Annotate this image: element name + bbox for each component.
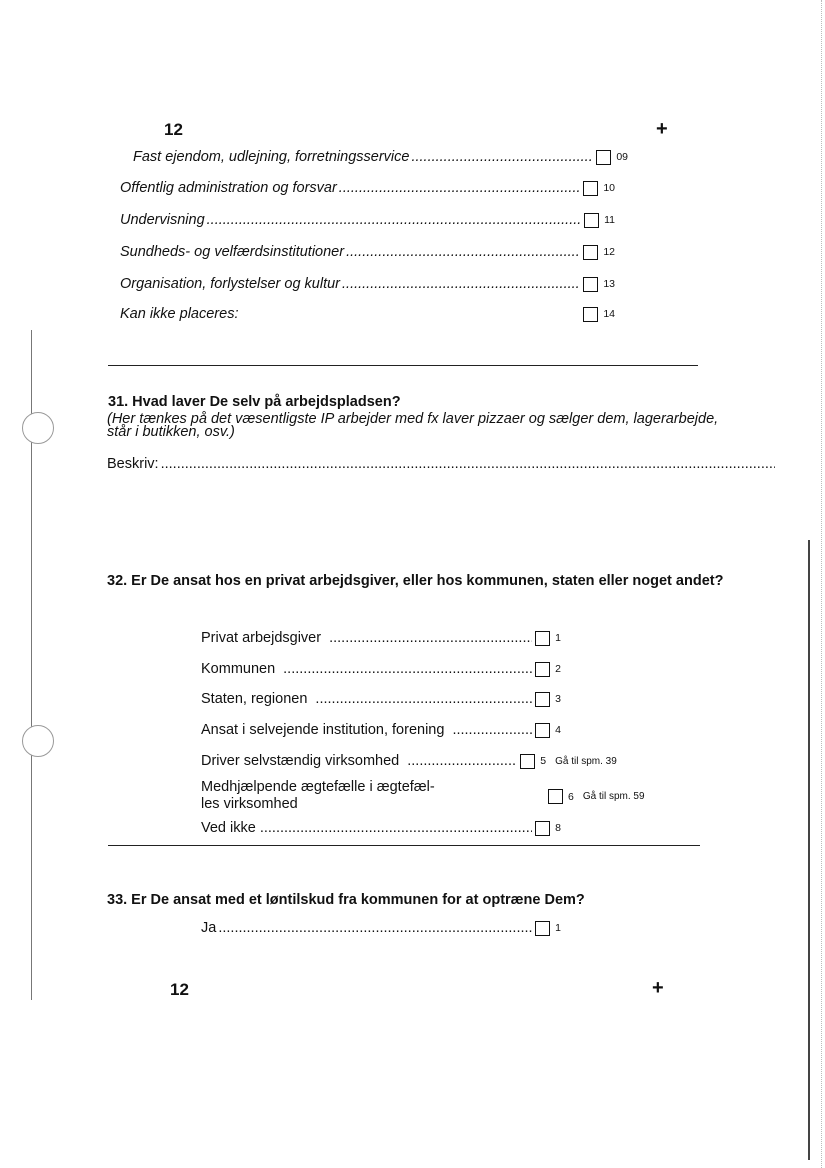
page-number-bottom: 12 — [170, 980, 189, 999]
skip-note: Gå til spm. 59 — [582, 791, 645, 802]
checkbox[interactable] — [548, 789, 563, 804]
checkbox[interactable] — [596, 150, 611, 165]
checkbox[interactable] — [535, 921, 550, 936]
option-row: Ved ikke ..... 8 — [201, 820, 561, 836]
question-32-title: 32. Er De ansat hos en privat arbejdsgiver, eller hos kommunen, staten eller noget andet? — [107, 573, 724, 589]
list-item: Fast ejendom, udlejning, forretningsservice ..... 09 — [133, 149, 628, 165]
option-row: Ansat i selvejende institution, forening ..... 4 — [201, 722, 561, 738]
checkbox[interactable] — [520, 754, 535, 769]
page-number-top: 12 — [164, 120, 183, 139]
describe-field[interactable] — [107, 456, 775, 472]
checkbox[interactable] — [535, 631, 550, 646]
option-row: Privat arbejdsgiver ..... 1 — [201, 630, 561, 646]
question-33-title: 33. Er De ansat med et løntilskud fra kommunen for at optræne Dem? — [107, 892, 585, 908]
checkbox[interactable] — [584, 213, 599, 228]
list-item: Sundheds- og velfærdsinstitutioner ..... 12 — [120, 244, 615, 260]
punch-hole-top — [22, 412, 54, 444]
option-label-multiline: Medhjælpende ægtefælle i ægtefæl- les virksomhed — [201, 779, 435, 812]
list-item: Kan ikke placeres: 14 — [120, 306, 615, 322]
plus-mark-bottom: + — [652, 977, 664, 999]
checkbox[interactable] — [583, 245, 598, 260]
option-row: Staten, regionen ..... 3 — [201, 691, 561, 707]
question-31-hint: (Her tænkes på det væsentligste IP arbejder med fx laver pizzaer og sælger dem, lagerarbejde, står i butikken, osv.) — [107, 411, 719, 440]
divider — [108, 365, 698, 366]
question-31-title: 31. Hvad laver De selv på arbejdspladsen? — [108, 394, 401, 410]
checkbox[interactable] — [535, 662, 550, 677]
checkbox[interactable] — [535, 692, 550, 707]
checkbox[interactable] — [583, 277, 598, 292]
plus-mark-top: + — [656, 118, 668, 140]
checkbox[interactable] — [583, 181, 598, 196]
right-margin-line — [808, 540, 810, 1160]
list-item: Offentlig administration og forsvar ..... 10 — [120, 180, 615, 196]
list-item: Undervisning ..... 11 — [120, 212, 615, 228]
checkbox[interactable] — [583, 307, 598, 322]
option-row: 6 Gå til spm. 59 — [545, 789, 675, 804]
punch-hole-bottom — [22, 725, 54, 757]
skip-note: Gå til spm. 39 — [555, 755, 617, 767]
option-row: Driver selvstændig virksomhed ..... 5 Gå til spm. 39 — [201, 753, 661, 769]
checkbox[interactable] — [535, 723, 550, 738]
option-row: Kommunen ..... 2 — [201, 661, 561, 677]
right-edge-line — [821, 0, 822, 1168]
list-item: Organisation, forlystelser og kultur ..... 13 — [120, 276, 615, 292]
divider — [108, 845, 700, 846]
describe-label: Beskriv: — [107, 456, 159, 472]
checkbox[interactable] — [535, 821, 550, 836]
option-row: Ja ..... 1 — [201, 920, 561, 936]
